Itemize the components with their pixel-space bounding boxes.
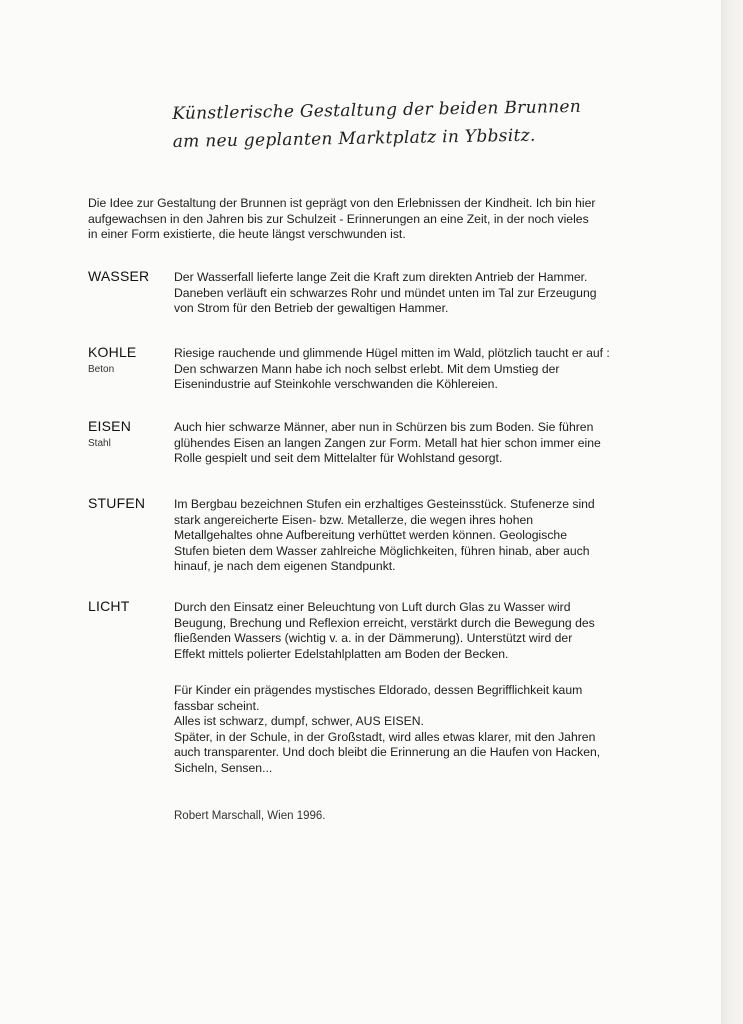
- closing-line: Sicheln, Sensen...: [174, 760, 273, 775]
- intro-line: in einer Form existierte, die heute längst verschwunden ist.: [88, 227, 406, 241]
- section-line: glühendes Eisen an langen Zangen zur Form. Metall hat hier schon immer eine: [174, 435, 601, 450]
- closing-paragraph: [174, 683, 654, 776]
- intro-line: Die Idee zur Gestaltung der Brunnen ist geprägt von den Erlebnissen der Kindheit. Ich bin hier: [88, 196, 596, 210]
- section-text: [174, 600, 664, 662]
- section-line: hinauf, je nach dem eigenen Standpunkt.: [174, 559, 396, 573]
- section-heading: STUFEN: [88, 495, 146, 511]
- section-text: [174, 346, 664, 393]
- closing-line: Alles ist schwarz, dumpf, schwer, AUS EISEN.: [174, 714, 424, 728]
- section-line: Im Bergbau bezeichnen Stufen ein erzhaltiges Gesteinsstück. Stufenerze sind: [174, 497, 595, 511]
- section-line: Daneben verläuft ein schwarzes Rohr und mündet unten im Tal zur Erzeugung: [174, 285, 597, 300]
- closing-line: Für Kinder ein prägendes mystisches Eldorado, dessen Begrifflichkeit kaum: [174, 683, 583, 697]
- section-line: Rolle gespielt und seit dem Mittelalter für Wohlstand gesorgt.: [174, 451, 503, 465]
- section-heading: KOHLE: [88, 344, 137, 360]
- section-line: fließenden Wassers (wichtig v. a. in der Dämmerung). Unterstützt wird der: [174, 631, 573, 645]
- section-line: Riesige rauchende und glimmende Hügel mitten im Wald, plötzlich taucht er auf :: [174, 346, 610, 360]
- section-line: Eisenindustrie auf Steinkohle verschwanden die Köhlereien.: [174, 377, 498, 391]
- section-line: Auch hier schwarze Männer, aber nun in Schürzen bis zum Boden. Sie führen: [174, 420, 594, 434]
- section-heading: LICHT: [88, 598, 130, 614]
- signature-line: Robert Marschall, Wien 1996.: [174, 810, 326, 822]
- closing-line: Später, in der Schule, in der Großstadt, wird alles etwas klarer, mit den Jahren: [174, 729, 596, 744]
- section-heading: EISEN: [88, 418, 132, 434]
- document-title: [172, 91, 673, 156]
- closing-line: auch transparenter. Und doch bleibt die Erinnerung an die Haufen von Hacken,: [174, 745, 601, 759]
- page-edge: [721, 0, 743, 1024]
- section-heading: WASSER: [88, 268, 150, 284]
- section-line: Den schwarzen Mann habe ich noch selbst erlebt. Mit dem Umstieg der: [174, 361, 560, 376]
- section-line: Beugung, Brechung und Reflexion erreicht, verstärkt durch die Bewegung des: [174, 615, 595, 630]
- section-material: Stahl: [88, 438, 111, 449]
- intro-line: aufgewachsen in den Jahren bis zur Schulzeit - Erinnerungen an eine Zeit, in der noch vieles: [88, 211, 589, 226]
- intro-paragraph: [88, 196, 648, 243]
- section-line: von Strom für den Betrieb der gewaltigen Hammer.: [174, 301, 449, 315]
- title-line-1: Künstlerische Gestaltung der beiden Brunnen: [172, 96, 582, 124]
- title-line-2: am neu geplanten Marktplatz in Ybbsitz.: [172, 125, 536, 152]
- section-text: [174, 270, 664, 317]
- closing-line: fassbar scheint.: [174, 698, 260, 713]
- section-line: Durch den Einsatz einer Beleuchtung von Luft durch Glas zu Wasser wird: [174, 600, 571, 614]
- section-text: [174, 420, 664, 467]
- section-text: [174, 497, 664, 575]
- section-line: Metallgehaltes ohne Aufbereitung verhüttet werden können. Geologische: [174, 528, 567, 542]
- section-line: Der Wasserfall lieferte lange Zeit die Kraft zum direkten Antrieb der Hammer.: [174, 270, 588, 284]
- section-material: Beton: [88, 364, 115, 375]
- section-line: Effekt mittels polierter Edelstahlplatten am Boden der Becken.: [174, 646, 509, 661]
- section-line: Stufen bieten dem Wasser zahlreiche Möglichkeiten, führen hinab, aber auch: [174, 543, 590, 558]
- section-line: stark angereicherte Eisen- bzw. Metallerze, die wegen ihres hohen: [174, 512, 534, 527]
